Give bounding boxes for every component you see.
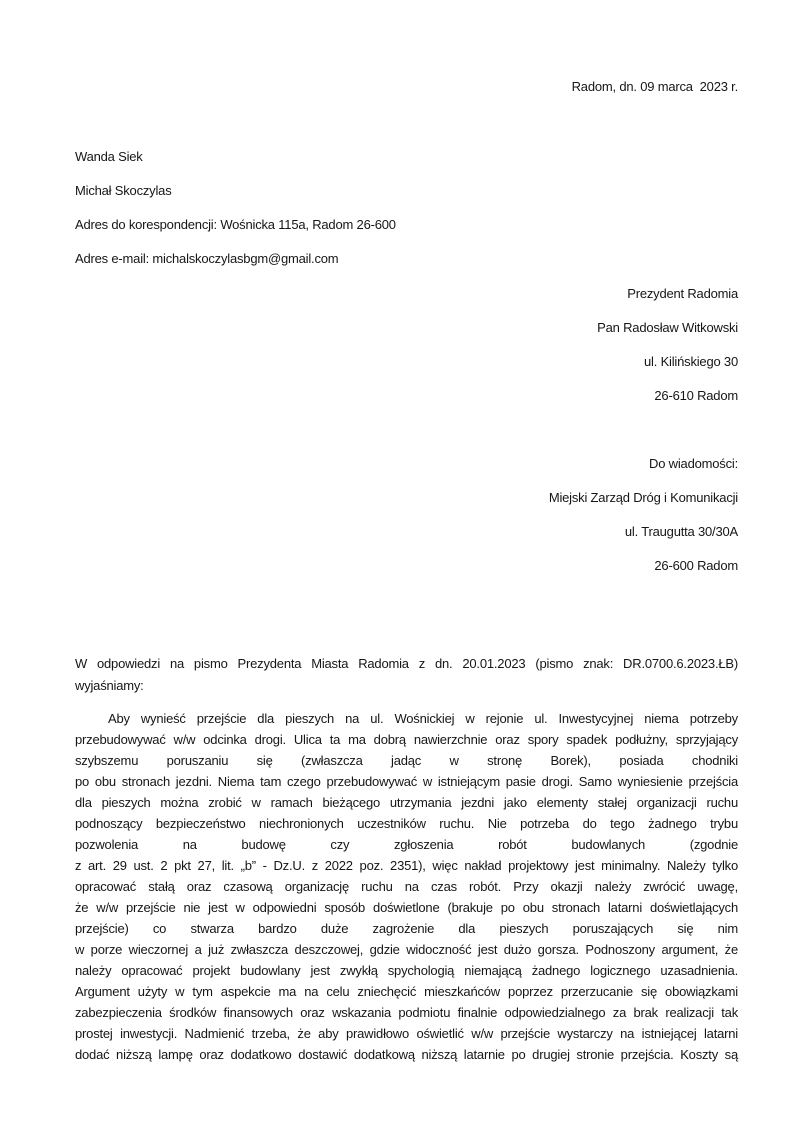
body-paragraph-main [75,708,738,1065]
recipient-title: Prezydent Radomia [627,286,738,301]
sender-name-1: Wanda Siek [75,149,143,164]
body-line: w porze wieczornej a już zwłaszcza deszczowej, gdzie widoczność jest dużo gorsza. Podnoszony argument, że [75,942,738,957]
body-line: opracować stałą oraz czasową organizację ruchu na czas robót. Przy okazji należy zwrócić uwagę, [75,879,738,894]
body-line: dodać niższą lampę oraz dodatkowo dostawić dodatkową niższą latarnie po drugiej stronie przejścia. Koszty są [75,1047,738,1062]
cc-heading: Do wiadomości: [649,456,738,471]
body-line: dla pieszych można zrobić w ramach bieżącego utrzymania jezdni jako elementy stałej organizacji ruchu [75,795,738,810]
body-line: przejście) co stwarza bardzo duże zagrożenie dla pieszych poruszających się nim [75,921,738,936]
cc-street: ul. Traugutta 30/30A [624,524,738,539]
body-line: szybszemu poruszaniu się (zwłaszcza jadąc w stronę Borek), posiada chodniki [75,753,738,768]
body-paragraph-intro [75,653,738,697]
sender-email: Adres e-mail: michalskoczylasbgm@gmail.com [75,251,339,266]
body-line: W odpowiedzi na pismo Prezydenta Miasta Radomia z dn. 20.01.2023 (pismo znak: DR.0700.6.2023.ŁB) [75,656,738,671]
body-line: że w/w przejście nie jest w odpowiedni sposób doświetlone (brakuje po obu stronach latarni doświetlających [75,900,738,915]
body-line: z art. 29 ust. 2 pkt 27, lit. „b” - Dz.U. z 2022 poz. 2351), więc nakład projektowy jest minimalny. Należy tylko [75,858,738,873]
cc-city: 26-600 Radom [654,558,738,573]
recipient-name: Pan Radosław Witkowski [597,320,738,335]
body-line: prostej inwestycji. Nadmienić trzeba, że aby prawidłowo oświetlić w/w przejście wystarczy na istniejącej latarni [75,1026,738,1041]
recipient-street: ul. Kilińskiego 30 [644,354,738,369]
sender-name-2: Michał Skoczylas [75,183,172,198]
sender-postal-address: Adres do korespondencji: Wośnicka 115a, Radom 26-600 [75,217,396,232]
body-line: należy opracować projekt budowlany jest zwykłą spychologią niemającą żadnego logicznego uzasadnienia. [75,963,738,978]
date-line: Radom, dn. 09 marca 2023 r. [571,79,738,94]
body-line: podnoszący bezpieczeństwo niechronionych uczestników ruchu. Nie potrzeba do tego żadnego trybu [75,816,738,831]
cc-block [75,453,738,589]
body-line: Aby wynieść przejście dla pieszych na ul. Wośnickiej w rejonie ul. Inwestycyjnej niema potrzeby [108,711,738,726]
body-line: przebudowywać w/w odcinka drogi. Ulica ta ma dobrą nawierzchnie oraz spory spadek podłużny, sprzyjający [75,732,738,747]
recipient-block [75,283,738,419]
body-line: pozwolenia na budowę czy zgłoszenia robót budowlanych (zgodnie [75,837,738,852]
body-line: wyjaśniamy: [75,678,144,693]
body-line: zabezpieczenia środków finansowych oraz wskazania podmiotu finalnie odpowiedzialnego za brak realizacji tak [75,1005,738,1020]
body-line: po obu stronach jezdni. Niema tam czego przebudowywać w istniejącym pasie drogi. Samo wyniesienie przejścia [75,774,738,789]
sender-block [75,146,738,282]
body-line: Argument użyty w tym aspekcie ma na celu zniechęcić mieszkańców poprzez przerzucanie się obowiązkami [75,984,738,999]
cc-organization: Miejski Zarząd Dróg i Komunikacji [548,490,738,505]
recipient-city: 26-610 Radom [654,388,738,403]
